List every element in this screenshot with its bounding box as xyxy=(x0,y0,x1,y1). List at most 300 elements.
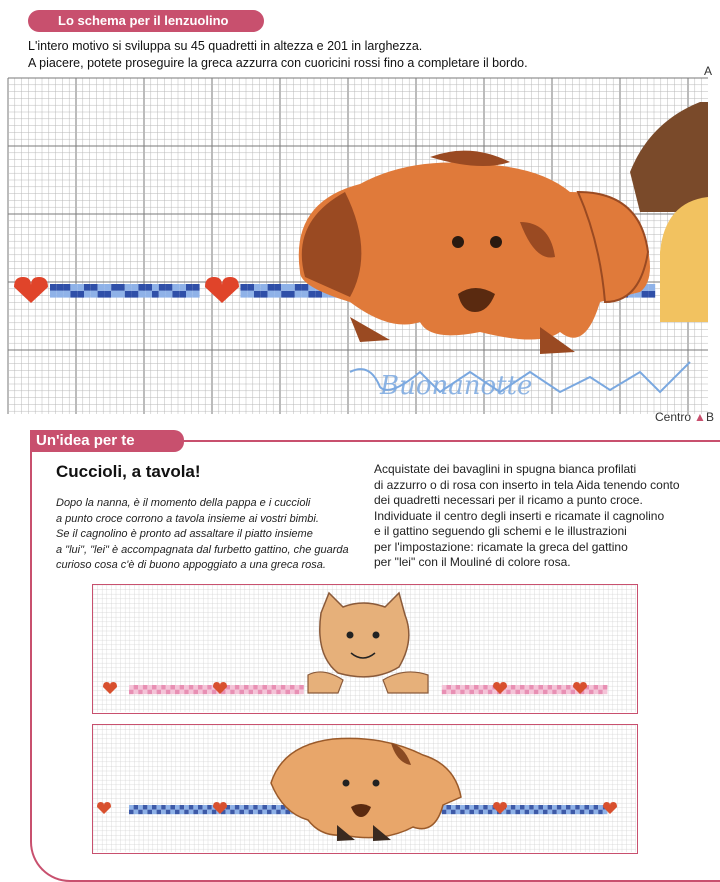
greca-stitch xyxy=(295,284,302,291)
greca-stitch xyxy=(152,284,159,291)
puppy-bib-illustration xyxy=(93,725,636,852)
greca-stitch xyxy=(552,685,557,690)
greca-stitch xyxy=(584,810,589,815)
center-arrow-icon: ▲ xyxy=(694,410,706,424)
greca-stitch xyxy=(520,690,525,695)
greca-stitch xyxy=(557,805,562,810)
greca-stitch xyxy=(258,690,263,695)
greca-stitch xyxy=(253,685,258,690)
greca-stitch xyxy=(538,690,543,695)
greca-stitch xyxy=(145,284,152,291)
kitten-eye xyxy=(373,632,380,639)
greca-stitch xyxy=(469,810,474,815)
greca-stitch xyxy=(138,284,145,291)
greca-stitch xyxy=(515,810,520,815)
section-divider xyxy=(184,440,720,442)
greca-stitch xyxy=(515,690,520,695)
greca-stitch xyxy=(143,805,148,810)
greca-stitch xyxy=(506,810,511,815)
greca-stitch xyxy=(511,805,516,810)
greca-stitch xyxy=(451,690,456,695)
greca-stitch xyxy=(520,810,525,815)
greca-stitch xyxy=(198,685,203,690)
greca-stitch xyxy=(70,284,77,291)
greca-stitch xyxy=(157,805,162,810)
greca-stitch xyxy=(172,284,179,291)
greca-stitch xyxy=(281,690,286,695)
greca-stitch xyxy=(281,291,288,298)
greca-stitch xyxy=(57,291,64,298)
greca-stitch xyxy=(469,805,474,810)
greca-stitch xyxy=(189,805,194,810)
puppy-bib-panel xyxy=(92,724,638,854)
greca-stitch xyxy=(534,690,539,695)
greca-stitch xyxy=(272,690,277,695)
greca-stitch xyxy=(460,810,465,815)
instruction-line: per "lei" con il Mouliné di colore rosa. xyxy=(374,555,571,569)
greca-stitch xyxy=(50,291,57,298)
greca-stitch xyxy=(152,805,157,810)
greca-stitch xyxy=(226,690,231,695)
greca-stitch xyxy=(143,685,148,690)
greca-stitch xyxy=(249,685,254,690)
greca-stitch xyxy=(253,810,258,815)
greca-stitch xyxy=(515,805,520,810)
greca-stitch xyxy=(557,690,562,695)
greca-stitch xyxy=(147,685,152,690)
greca-stitch xyxy=(179,291,186,298)
greca-stitch xyxy=(258,685,263,690)
greca-stitch xyxy=(254,284,261,291)
greca-stitch xyxy=(143,690,148,695)
greca-stitch xyxy=(230,685,235,690)
greca-stitch xyxy=(552,805,557,810)
greca-stitch xyxy=(575,805,580,810)
greca-stitch xyxy=(230,805,235,810)
greca-stitch xyxy=(203,810,208,815)
greca-stitch xyxy=(571,690,576,695)
greca-stitch xyxy=(226,810,231,815)
greca-stitch xyxy=(285,690,290,695)
instruction-line: dei quadretti necessari per il ricamo a punto croce. xyxy=(374,493,643,507)
greca-stitch xyxy=(261,291,268,298)
greca-stitch xyxy=(235,805,240,810)
greca-stitch xyxy=(244,810,249,815)
puppy-head xyxy=(271,738,461,837)
greca-stitch xyxy=(288,284,295,291)
greca-stitch xyxy=(170,810,175,815)
greca-stitch xyxy=(147,805,152,810)
greca-stitch xyxy=(230,810,235,815)
cross-stitch-chart xyxy=(0,64,715,424)
greca-stitch xyxy=(272,810,277,815)
greca-stitch xyxy=(598,685,603,690)
greca-stitch xyxy=(483,690,488,695)
greca-stitch xyxy=(598,810,603,815)
greca-stitch xyxy=(152,291,159,298)
italic-line: Dopo la nanna, è il momento della pappa e i cuccioli xyxy=(56,497,311,509)
greca-stitch xyxy=(235,690,240,695)
greca-stitch xyxy=(566,690,571,695)
puppy-eye xyxy=(490,236,502,248)
greca-stitch xyxy=(134,685,139,690)
greca-stitch xyxy=(538,810,543,815)
greca-stitch xyxy=(170,685,175,690)
greca-stitch xyxy=(249,805,254,810)
greca-stitch xyxy=(189,685,194,690)
greca-stitch xyxy=(557,810,562,815)
greca-stitch xyxy=(175,805,180,810)
greca-stitch xyxy=(446,805,451,810)
greca-stitch xyxy=(198,690,203,695)
greca-stitch xyxy=(561,690,566,695)
greca-stitch xyxy=(290,685,295,690)
greca-stitch xyxy=(193,291,200,298)
greca-stitch xyxy=(267,685,272,690)
greca-stitch xyxy=(488,810,493,815)
greca-stitch xyxy=(249,810,254,815)
intro-text xyxy=(28,38,528,72)
greca-stitch xyxy=(525,810,530,815)
greca-stitch xyxy=(186,284,193,291)
greca-stitch xyxy=(239,685,244,690)
greca-stitch xyxy=(281,685,286,690)
greca-stitch xyxy=(261,284,268,291)
greca-stitch xyxy=(552,810,557,815)
greca-stitch xyxy=(442,810,447,815)
greca-stitch xyxy=(479,690,484,695)
greca-stitch xyxy=(451,805,456,810)
greca-stitch xyxy=(203,685,208,690)
instruction-line: per l'impostazione: ricamate la greca del gattino xyxy=(374,539,628,554)
greca-stitch xyxy=(580,810,585,815)
greca-stitch xyxy=(262,810,267,815)
greca-stitch xyxy=(446,685,451,690)
greca-stitch xyxy=(594,810,599,815)
idea-section-header xyxy=(0,428,720,452)
greca-stitch xyxy=(161,810,166,815)
greca-stitch xyxy=(132,284,139,291)
greca-stitch xyxy=(104,284,111,291)
greca-stitch xyxy=(548,685,553,690)
greca-stitch xyxy=(193,690,198,695)
greca-stitch xyxy=(479,810,484,815)
greca-stitch xyxy=(230,690,235,695)
greca-stitch xyxy=(129,810,134,815)
greca-stitch xyxy=(189,690,194,695)
greca-stitch xyxy=(456,805,461,810)
puppy-eye xyxy=(343,780,350,787)
greca-stitch xyxy=(235,810,240,815)
italic-line: a "lui", "lei" è accompagnata dal furbetto gattino, che guarda xyxy=(56,543,349,556)
greca-stitch xyxy=(138,291,145,298)
greca-stitch xyxy=(161,690,166,695)
greca-stitch xyxy=(525,690,530,695)
puppy-eye xyxy=(452,236,464,248)
greca-stitch xyxy=(511,685,516,690)
greca-stitch xyxy=(488,685,493,690)
greca-stitch xyxy=(152,685,157,690)
greca-stitch xyxy=(442,690,447,695)
greca-stitch xyxy=(274,291,281,298)
greca-stitch xyxy=(529,690,534,695)
intro-line-2: A piacere, potete proseguire la greca azzurra con cuoricini rossi fino a completare il bordo. xyxy=(28,56,528,70)
greca-stitch xyxy=(166,685,171,690)
greca-stitch xyxy=(534,810,539,815)
greca-stitch xyxy=(515,685,520,690)
greca-stitch xyxy=(302,291,309,298)
greca-stitch xyxy=(538,805,543,810)
greca-stitch xyxy=(580,805,585,810)
greca-stitch xyxy=(648,291,655,298)
greca-stitch xyxy=(118,284,125,291)
greca-stitch xyxy=(479,685,484,690)
greca-stitch xyxy=(589,690,594,695)
greca-stitch xyxy=(474,685,479,690)
greca-stitch xyxy=(98,284,105,291)
greca-stitch xyxy=(267,810,272,815)
greca-stitch xyxy=(258,810,263,815)
greca-stitch xyxy=(244,805,249,810)
section-title: Lo schema per il lenzuolino xyxy=(58,13,229,28)
greca-stitch xyxy=(598,690,603,695)
greca-stitch xyxy=(111,291,118,298)
greca-stitch xyxy=(488,690,493,695)
greca-stitch xyxy=(239,810,244,815)
greca-stitch xyxy=(157,810,162,815)
greca-stitch xyxy=(175,810,180,815)
greca-stitch xyxy=(104,291,111,298)
greca-stitch xyxy=(239,805,244,810)
idea-label: Un'idea per te xyxy=(30,430,184,452)
greca-stitch xyxy=(276,810,281,815)
greca-stitch xyxy=(285,685,290,690)
greca-stitch xyxy=(451,810,456,815)
greca-stitch xyxy=(442,685,447,690)
intro-line-1: L'intero motivo si sviluppa su 45 quadretti in altezza e 201 in larghezza. xyxy=(28,39,423,53)
greca-stitch xyxy=(203,805,208,810)
greca-stitch xyxy=(253,690,258,695)
greca-stitch xyxy=(276,805,281,810)
greca-stitch xyxy=(262,690,267,695)
kitten-eye xyxy=(347,632,354,639)
idea-instructions xyxy=(374,462,694,571)
greca-stitch xyxy=(64,284,71,291)
greca-stitch xyxy=(548,805,553,810)
greca-stitch xyxy=(525,685,530,690)
greca-stitch xyxy=(534,685,539,690)
greca-stitch xyxy=(465,690,470,695)
greca-stitch xyxy=(288,291,295,298)
greca-stitch xyxy=(552,690,557,695)
greca-stitch xyxy=(281,810,286,815)
greca-stitch xyxy=(299,690,304,695)
greca-stitch xyxy=(207,810,212,815)
greca-stitch xyxy=(129,805,134,810)
greca-stitch xyxy=(235,685,240,690)
greca-stitch xyxy=(203,690,208,695)
greca-stitch xyxy=(561,685,566,690)
greca-stitch xyxy=(566,810,571,815)
greca-stitch xyxy=(446,690,451,695)
greca-stitch xyxy=(594,805,599,810)
greca-stitch xyxy=(520,805,525,810)
greca-stitch xyxy=(240,291,247,298)
greca-stitch xyxy=(166,810,171,815)
greca-stitch xyxy=(456,690,461,695)
greca-stitch xyxy=(166,690,171,695)
greca-stitch xyxy=(584,690,589,695)
greca-stitch xyxy=(465,805,470,810)
italic-line: Se il cagnolino è pronto ad assaltare il piatto insieme xyxy=(56,528,313,540)
kitten-bib-panel xyxy=(92,584,638,714)
instruction-line: Acquistate dei bavaglini in spugna bianca profilati xyxy=(374,462,637,476)
greca-stitch xyxy=(575,810,580,815)
greca-stitch xyxy=(129,685,134,690)
kitten-bib-illustration xyxy=(93,585,636,712)
greca-stitch xyxy=(125,284,132,291)
greca-stitch xyxy=(159,291,166,298)
greca-stitch xyxy=(479,805,484,810)
greca-stitch xyxy=(145,291,152,298)
greca-stitch xyxy=(474,690,479,695)
greca-stitch xyxy=(247,284,254,291)
greca-stitch xyxy=(253,805,258,810)
greca-stitch xyxy=(207,805,212,810)
greca-stitch xyxy=(446,810,451,815)
greca-stitch xyxy=(134,805,139,810)
greca-stitch xyxy=(161,805,166,810)
greca-stitch xyxy=(157,690,162,695)
greca-stitch xyxy=(138,690,143,695)
greca-stitch xyxy=(566,685,571,690)
greca-stitch xyxy=(244,690,249,695)
greca-stitch xyxy=(566,805,571,810)
greca-stitch xyxy=(143,810,148,815)
greca-stitch xyxy=(193,685,198,690)
greca-stitch xyxy=(193,810,198,815)
greca-stitch xyxy=(272,685,277,690)
greca-stitch xyxy=(212,810,217,815)
greca-stitch xyxy=(166,284,173,291)
greca-stitch xyxy=(64,291,71,298)
italic-line: curioso cosa c'è di buono appoggiato a una greca rosa. xyxy=(56,559,326,571)
greca-stitch xyxy=(295,690,300,695)
greca-stitch xyxy=(315,291,322,298)
kitten-head xyxy=(320,593,409,677)
greca-stitch xyxy=(184,805,189,810)
greca-stitch xyxy=(290,690,295,695)
marker-a: A xyxy=(704,64,713,78)
greca-stitch xyxy=(594,685,599,690)
greca-stitch xyxy=(198,805,203,810)
greca-stitch xyxy=(166,291,173,298)
greca-stitch xyxy=(295,685,300,690)
greca-stitch xyxy=(179,284,186,291)
greca-stitch xyxy=(598,805,603,810)
greca-stitch xyxy=(456,685,461,690)
kitten-paw xyxy=(308,672,343,693)
greca-stitch xyxy=(157,685,162,690)
greca-stitch xyxy=(84,291,91,298)
greca-stitch xyxy=(299,685,304,690)
greca-stitch xyxy=(561,805,566,810)
greca-stitch xyxy=(276,685,281,690)
greca-stitch xyxy=(511,810,516,815)
instruction-line: di azzurro o di rosa con inserto in tela Aida tenendo conto xyxy=(374,477,680,492)
greca-stitch xyxy=(603,690,608,695)
greca-stitch xyxy=(132,291,139,298)
greca-stitch xyxy=(543,690,548,695)
greca-stitch xyxy=(474,810,479,815)
greca-stitch xyxy=(161,685,166,690)
greca-stitch xyxy=(561,810,566,815)
greca-stitch xyxy=(465,685,470,690)
greca-stitch xyxy=(198,810,203,815)
greca-stitch xyxy=(603,685,608,690)
greca-stitch xyxy=(262,685,267,690)
greca-stitch xyxy=(91,284,98,291)
greca-stitch xyxy=(520,685,525,690)
puppy-figure xyxy=(271,738,461,841)
greca-stitch xyxy=(534,805,539,810)
greca-stitch xyxy=(138,685,143,690)
greca-stitch xyxy=(276,690,281,695)
greca-stitch xyxy=(584,805,589,810)
greca-stitch xyxy=(175,685,180,690)
greca-stitch xyxy=(134,810,139,815)
greca-stitch xyxy=(267,690,272,695)
greca-stitch xyxy=(295,291,302,298)
greca-stitch xyxy=(170,805,175,810)
greca-stitch xyxy=(483,685,488,690)
greca-stitch xyxy=(511,690,516,695)
greca-stitch xyxy=(180,685,185,690)
greca-stitch xyxy=(50,284,57,291)
greca-stitch xyxy=(172,291,179,298)
greca-stitch xyxy=(152,690,157,695)
greca-stitch xyxy=(474,805,479,810)
greca-stitch xyxy=(77,291,84,298)
greca-stitch xyxy=(268,284,275,291)
greca-stitch xyxy=(138,805,143,810)
centro-label: Centro xyxy=(655,410,692,424)
greca-stitch xyxy=(267,805,272,810)
greca-stitch xyxy=(180,805,185,810)
greca-stitch xyxy=(184,690,189,695)
greca-stitch xyxy=(159,284,166,291)
greca-stitch xyxy=(129,690,134,695)
greca-stitch xyxy=(589,810,594,815)
section-title-pill xyxy=(28,10,264,32)
greca-stitch xyxy=(543,685,548,690)
greca-stitch xyxy=(180,690,185,695)
greca-stitch xyxy=(274,284,281,291)
greca-stitch xyxy=(118,291,125,298)
greca-stitch xyxy=(244,685,249,690)
instruction-line: e il gattino seguendo gli schemi e le illustrazioni xyxy=(374,524,627,538)
greca-stitch xyxy=(134,690,139,695)
greca-stitch xyxy=(589,805,594,810)
greca-stitch xyxy=(239,690,244,695)
greca-stitch xyxy=(465,810,470,815)
greca-stitch xyxy=(589,685,594,690)
greca-stitch xyxy=(111,284,118,291)
greca-stitch xyxy=(193,284,200,291)
greca-stitch xyxy=(451,685,456,690)
greca-stitch xyxy=(84,284,91,291)
greca-stitch xyxy=(648,284,655,291)
